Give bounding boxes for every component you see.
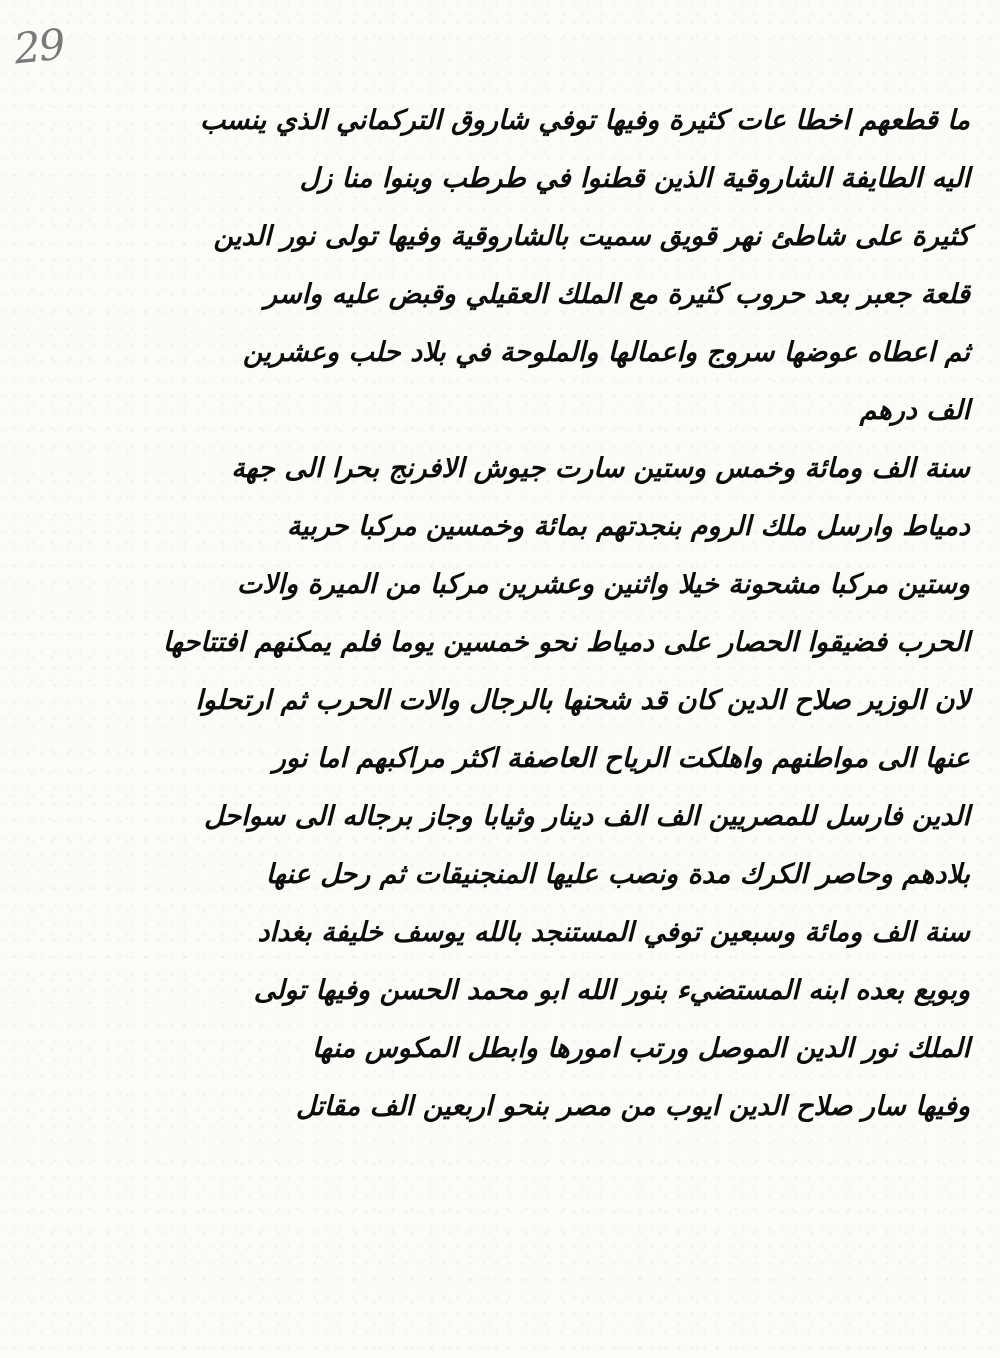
text-line: بلادهم وحاصر الكرك مدة ونصب عليها المنجنيقات ثم رحل عنها: [265, 859, 970, 890]
folio-number: 29: [11, 19, 66, 74]
text-line: دمياط وارسل ملك الروم بنجدتهم بمائة وخمسين مركبا حربية: [286, 511, 970, 542]
text-line: الحرب فضيقوا الحصار على دمياط نحو خمسين يوما فلم يمكنهم افتتاحها: [162, 627, 970, 658]
text-line: قلعة جعبر بعد حروب كثيرة مع الملك العقيلي وقبض عليه واسر: [264, 279, 970, 310]
text-line: الدين فارسل للمصريين الف الف دينار وثيابا وجاز برجاله الى سواحل: [204, 801, 970, 832]
text-line: سنة الف ومائة وسبعين توفي المستنجد بالله يوسف خليفة بغداد: [257, 917, 970, 948]
text-line: الف درهم: [859, 395, 970, 426]
text-line: لان الوزير صلاح الدين كان قد شحنها بالرجال والات الحرب ثم ارتحلوا: [195, 685, 970, 716]
manuscript-text: [162, 92, 970, 1136]
text-line: كثيرة على شاطئ نهر قويق سميت بالشاروقية وفيها تولى نور الدين: [213, 221, 970, 252]
text-line: وستين مركبا مشحونة خيلا واثنين وعشرين مركبا من الميرة والات: [236, 569, 970, 600]
text-line: الملك نور الدين الموصل ورتب امورها وابطل المكوس منها: [312, 1033, 970, 1064]
text-line: وفيها سار صلاح الدين ايوب من مصر بنحو اربعين الف مقاتل: [295, 1091, 970, 1122]
text-line: ثم اعطاه عوضها سروج واعمالها والملوحة في بلاد حلب وعشرين: [242, 337, 970, 368]
text-line: اليه الطايفة الشاروقية الذين قطنوا في طرطب وبنوا منا زل: [299, 163, 970, 194]
text-line: سنة الف ومائة وخمس وستين سارت جيوش الافرنج بحرا الى جهة: [231, 453, 970, 484]
text-line: ما قطعهم اخطا عات كثيرة وفيها توفي شاروق التركماني الذي ينسب: [200, 105, 970, 136]
text-line: وبويع بعده ابنه المستضيء بنور الله ابو محمد الحسن وفيها تولى: [253, 975, 970, 1006]
text-line: عنها الى مواطنهم واهلكت الرياح العاصفة اكثر مراكبهم اما نور: [272, 743, 970, 774]
